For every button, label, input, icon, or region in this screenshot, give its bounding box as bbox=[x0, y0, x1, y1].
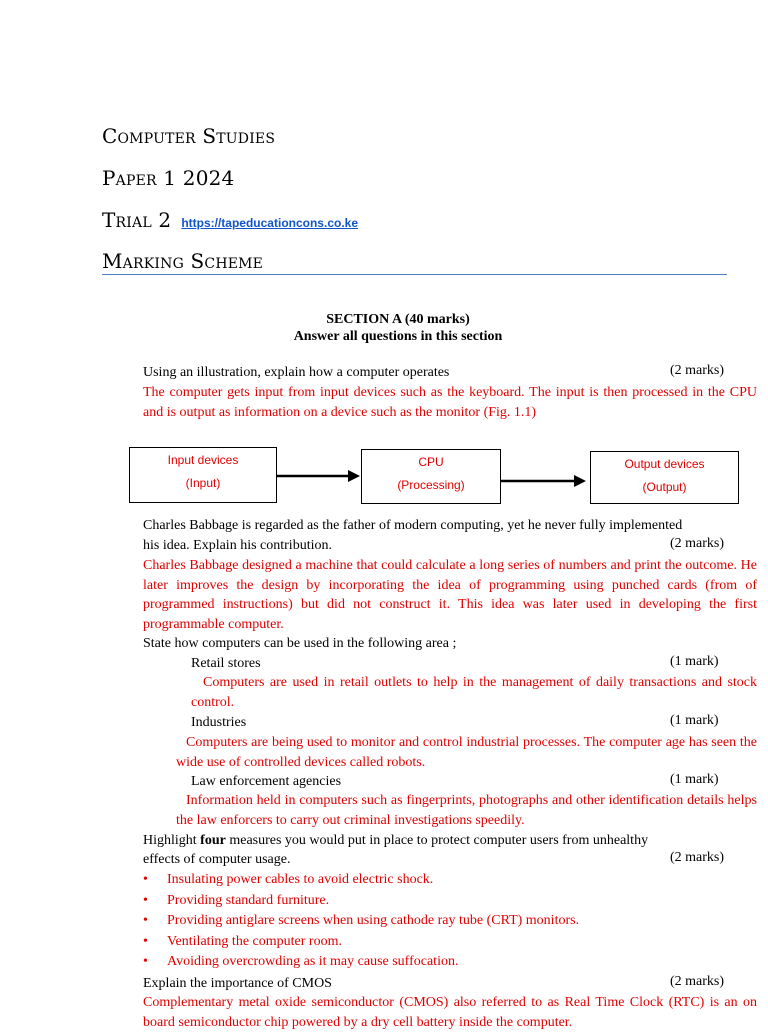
paper-line: Paper 1 2024 bbox=[102, 166, 235, 190]
input-devices-box bbox=[129, 447, 277, 503]
trial-label: Trial 2 bbox=[102, 208, 172, 232]
q3-question: State how computers can be used in the following area ; bbox=[143, 636, 457, 651]
q3-industries-marks: (1 mark) bbox=[670, 713, 719, 728]
cpu-box-label: CPU bbox=[418, 455, 444, 469]
q4-question-post: measures you would put in place to protect computer users from unhealthy bbox=[225, 833, 649, 848]
q5-marks: (2 marks) bbox=[670, 974, 725, 989]
q3-law-answer: Information held in computers such as fingerprints, photographs and other identification details helps the law enforcers to carry out criminal investigations speedily. bbox=[176, 793, 757, 828]
q2-question-line2: his idea. Explain his contribution. bbox=[143, 538, 332, 553]
q2-answer: Charles Babbage designed a machine that could calculate a long series of numbers and print the outcome. He later improves the design by incorporating the idea of programming using punched cards (from of programmed instructions) but did not construct it. This idea was later used in developing the first programmable computer. bbox=[143, 558, 757, 633]
marking-scheme-heading: Marking Scheme bbox=[102, 249, 264, 273]
q2-question-line1: Charles Babbage is regarded as the father of modern computing, yet he never fully implemented bbox=[143, 518, 683, 533]
list-item bbox=[143, 891, 579, 912]
cpu-box-sub: (Processing) bbox=[397, 478, 465, 492]
bullet-icon: • bbox=[143, 913, 148, 929]
bullet-icon: • bbox=[143, 872, 148, 887]
output-box-label: Output devices bbox=[624, 457, 705, 471]
list-item bbox=[143, 870, 579, 891]
q4-answer-text: Providing antiglare screens when using cathode ray tube (CRT) monitors. bbox=[167, 913, 580, 929]
q5-question: Explain the importance of CMOS bbox=[143, 976, 332, 991]
q1-answer: The computer gets input from input devices such as the keyboard. The input is then processed in the CPU and is output as information on a device such as the monitor (Fig. 1.1) bbox=[143, 385, 757, 420]
q4-question-pre: Highlight bbox=[143, 833, 201, 848]
q1-marks: (2 marks) bbox=[670, 363, 725, 378]
q4-question-line2: effects of computer usage. bbox=[143, 852, 291, 867]
q4-answer-list bbox=[143, 870, 579, 973]
output-devices-box bbox=[590, 451, 739, 504]
q4-answer-text: Providing standard furniture. bbox=[167, 892, 330, 908]
trial-line bbox=[102, 208, 358, 232]
q4-marks: (2 marks) bbox=[670, 850, 725, 865]
q3-industries-answer: Computers are being used to monitor and control industrial processes. The computer age has seen the wide use of controlled devices called robots. bbox=[176, 735, 757, 770]
q3-area-law: Law enforcement agencies bbox=[191, 774, 342, 789]
q5-answer: Complementary metal oxide semiconductor (CMOS) also referred to as Real Time Clock (RTC) is an on board semiconductor chip powered by a dry cell battery inside the computer. bbox=[143, 995, 757, 1030]
q4-answer-text: Avoiding overcrowding as it may cause suffocation. bbox=[167, 954, 459, 970]
list-item bbox=[143, 952, 579, 973]
arrow-cpu-to-output bbox=[500, 471, 588, 491]
arrow-input-to-cpu bbox=[276, 466, 362, 486]
bullet-icon: • bbox=[143, 954, 148, 970]
q3-retail-answer: Computers are used in retail outlets to help in the management of daily transactions and stock control. bbox=[191, 675, 757, 710]
q4-question-bold: four bbox=[200, 833, 226, 848]
q4-answer-text: Ventilating the computer room. bbox=[167, 933, 342, 949]
input-box-label: Input devices bbox=[167, 453, 239, 467]
list-item bbox=[143, 932, 579, 953]
output-box-sub: (Output) bbox=[642, 480, 687, 494]
q2-marks: (2 marks) bbox=[670, 536, 725, 551]
bullet-icon: • bbox=[143, 933, 148, 949]
q4-question-line1 bbox=[143, 831, 648, 850]
q3-retail-marks: (1 mark) bbox=[670, 654, 719, 669]
cpu-box bbox=[361, 449, 501, 504]
q1-question: Using an illustration, explain how a computer operates bbox=[143, 365, 450, 380]
q4-answer-text: Insulating power cables to avoid electric shock. bbox=[167, 872, 434, 887]
input-box-sub: (Input) bbox=[185, 476, 221, 490]
q3-law-marks: (1 mark) bbox=[670, 772, 719, 787]
q3-area-retail: Retail stores bbox=[191, 656, 261, 671]
bullet-icon: • bbox=[143, 892, 148, 908]
list-item bbox=[143, 911, 579, 932]
heading-rule bbox=[102, 274, 727, 275]
doc-title: Computer Studies bbox=[102, 124, 276, 148]
source-link[interactable]: https://tapeducationcons.co.ke bbox=[181, 216, 359, 230]
section-title: SECTION A (40 marks) bbox=[326, 312, 470, 327]
q3-area-industries: Industries bbox=[191, 715, 247, 730]
section-instruction: Answer all questions in this section bbox=[293, 329, 503, 344]
